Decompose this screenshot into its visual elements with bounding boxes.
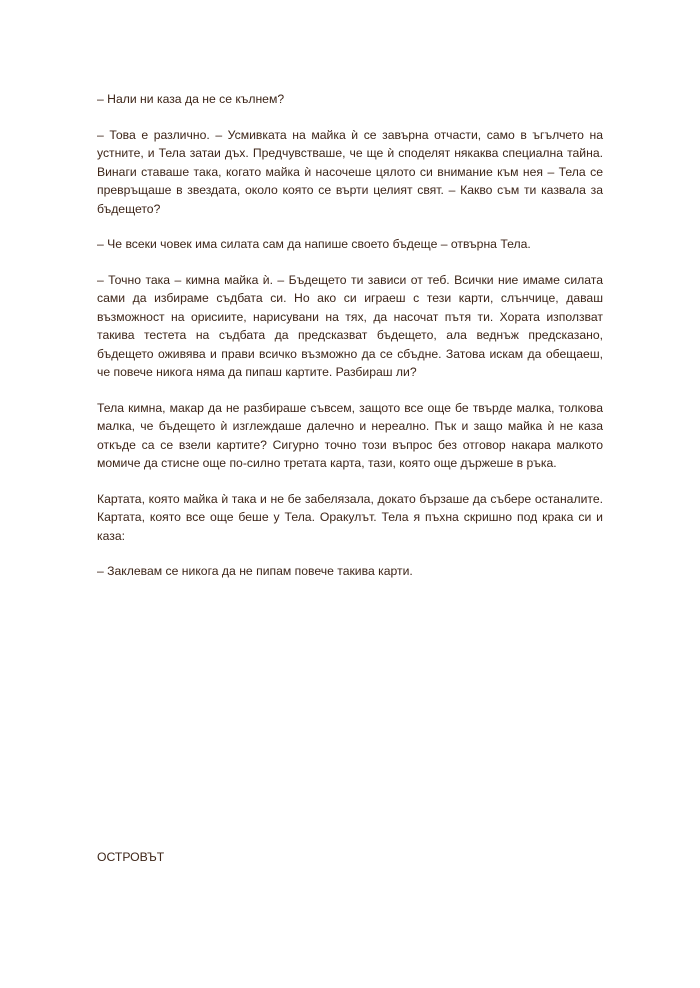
paragraph-4: – Точно така – кимна майка ѝ. – Бъдещето ти зависи от теб. Всички ние имаме силата сами да избираме съдбата си. Но ако си играеш с тези карти, слънчице, даваш възможност на орисиите, нарисувани на тях, да насочат пътя ти. Хората използват такива тестета на съдбата да предсказват бъдещето, ала веднъж предсказано, бъдещето оживява и прави всичко възможно да се сбъдне. Затова искам да обещаеш, че повече никога няма да пипаш картите. Разбираш ли? (97, 272, 603, 379)
paragraph-1: – Нали ни каза да не се кълнем? (97, 92, 285, 106)
paragraph-3: – Че всеки човек има силата сам да напише своето бъдеще – отвърна Тела. (97, 237, 531, 251)
body-text (97, 90, 603, 598)
paragraph-5: Тела кимна, макар да не разбираше съвсем, защото все още бе твърде малка, толкова малка, че бъдещето ѝ изглеждаше далечно и нереално. Пък и защо майка ѝ не каза откъде са се взели картите? Сигурно точно този въпрос без отговор накара малкото момиче да стисне още по-силно третата карта, тази, която още държеше в ръка. (97, 400, 603, 470)
paragraph-6: Картата, която майка ѝ така и не бе забелязала, докато бързаше да събере останалите. Картата, която все още беше у Тела. Оракулът. Тела я пъхна скришно под крака си и каза: (97, 491, 603, 543)
section-heading: ОСТРОВЪТ (97, 850, 165, 864)
paragraph-2: – Това е различно. – Усмивката на майка ѝ се завърна отчасти, само в ъгълчето на устните, и Тела затаи дъх. Предчувстваше, че ще ѝ споделят някаква специална тайна. Винаги ставаше така, когато майка ѝ насочеше цялото си внимание към нея – Тела се превръщаше в звездата, около която се върти целият свят. – Какво съм ти казвала за бъдещето? (97, 127, 603, 216)
paragraph-7: – Заклевам се никога да не пипам повече такива карти. (97, 564, 413, 578)
